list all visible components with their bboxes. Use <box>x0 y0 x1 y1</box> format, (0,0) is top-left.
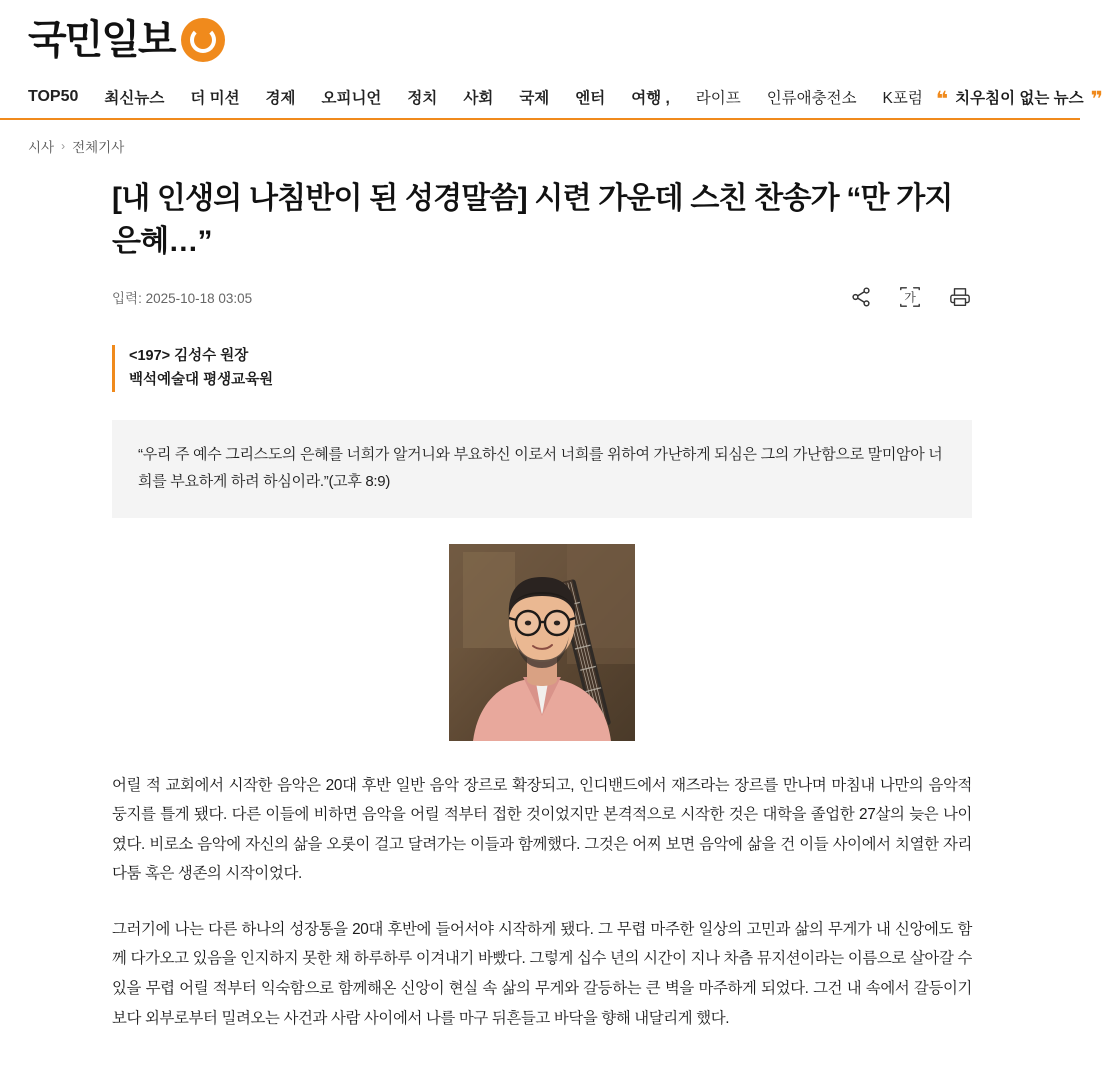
byline <box>112 345 972 392</box>
quote-close-icon: ❞ <box>1090 87 1103 111</box>
masthead <box>0 0 1080 62</box>
nav-item-travel[interactable]: 여행 , <box>631 90 670 107</box>
main-navigation <box>0 76 1103 120</box>
breadcrumb-item-all-articles[interactable]: 전체기사 <box>72 140 125 155</box>
nav-item-humanity[interactable]: 인류애충전소 <box>766 90 857 107</box>
paragraph-1: 어릴 적 교회에서 시작한 음악은 20대 후반 일반 음악 장르로 확장되고, 인디밴드에서 재즈라는 장르를 만나며 마침내 나만의 음악적 둥지를 틀게 됐다. 다른 이들에 비하면 음악을 어릴 적부터 접한 것이었지만 본격적으로 시작한 것은 대학을 졸업한 27살의 늦은 나이였다. 비로소 음악에 자신의 삶을 오롯이 걸고 달려가는 이들과 함께했다. 그것은 어찌 보면 음악에 삶을 건 이들 사이에서 치열한 자리다툼 혹은 생존의 시작이었다. <box>112 776 972 883</box>
nav-item-international[interactable]: 국제 <box>519 90 550 107</box>
nav-item-politics[interactable]: 정치 <box>407 90 438 107</box>
nav-item-kforum[interactable]: K포럼 <box>882 90 923 107</box>
article-text <box>112 771 972 1034</box>
breadcrumb-item-sisa[interactable]: 시사 <box>28 140 55 155</box>
quote-open-icon: ❝ <box>935 87 949 111</box>
nav-item-society[interactable]: 사회 <box>463 90 494 107</box>
nav-item-economy[interactable]: 경제 <box>265 90 296 107</box>
byline-author: <197> 김성수 원장 <box>129 348 249 365</box>
paragraph-2: 그러기에 나는 다른 하나의 성장통을 20대 후반에 들어서야 시작하게 됐다. 그 무렵 마주한 일상의 고민과 삶의 무게가 내 신앙에도 함께 다가오고 있음을 인지하지 못한 채 하루하루 이겨내기 바빴다. 그렇게 십수 년의 시간이 지나 차츰 뮤지션이라는 이름으로 살아갈 수 있을 무렵 어릴 적부터 익숙함으로 함께해온 신앙이 현실 속 삶의 무게와 갈등하는 큰 벽을 마주하게 되었다. 그건 내 속에서 갈등이기보다 외부로부터 밀려오는 사건과 사람 사이에서 나를 마구 뒤흔들고 바닥을 향해 내달리게 했다. <box>112 920 972 1027</box>
publish-timestamp: 입력: 2025-10-18 03:05 <box>112 291 253 307</box>
author-portrait <box>449 544 635 741</box>
nav-list <box>28 76 1103 118</box>
chevron-right-icon: › <box>61 139 66 153</box>
nav-item-life[interactable]: 라이프 <box>695 90 741 107</box>
page-title: [내 인생의 나침반이 된 성경말씀] 시련 가운데 스친 찬송가 “만 가지 은혜…” <box>112 182 953 258</box>
nav-item-entertainment[interactable]: 엔터 <box>575 90 606 107</box>
circle-logo-icon <box>181 18 225 62</box>
nav-slogan <box>935 86 1103 111</box>
breadcrumb <box>0 120 1080 156</box>
nav-item-opinion[interactable]: 오피니언 <box>321 90 382 107</box>
nav-item-mission[interactable]: 더 미션 <box>190 90 240 107</box>
article-meta-row <box>112 285 972 309</box>
print-icon[interactable] <box>948 286 972 308</box>
scripture-pullquote: “우리 주 예수 그리스도의 은혜를 너희가 알거니와 부요하신 이로서 너희를 위하여 가난하게 되심은 그의 가난함으로 말미암아 너희를 부요하게 하려 하심이라.”(고후 8:9) <box>112 420 972 517</box>
article-tools <box>850 285 972 309</box>
nav-item-top50[interactable]: TOP50 <box>28 88 79 105</box>
font-size-icon[interactable] <box>898 285 922 309</box>
svg-text:가: 가 <box>904 290 916 305</box>
site-logo-text[interactable]: 국민일보 <box>28 18 175 62</box>
nav-item-latest[interactable]: 최신뉴스 <box>104 90 165 107</box>
article-figure <box>112 544 972 741</box>
byline-affiliation: 백석예술대 평생교육원 <box>129 371 274 388</box>
nav-slogan-text: 치우침이 없는 뉴스 <box>955 90 1084 107</box>
share-icon[interactable] <box>850 286 872 308</box>
article-body <box>0 178 1080 1033</box>
